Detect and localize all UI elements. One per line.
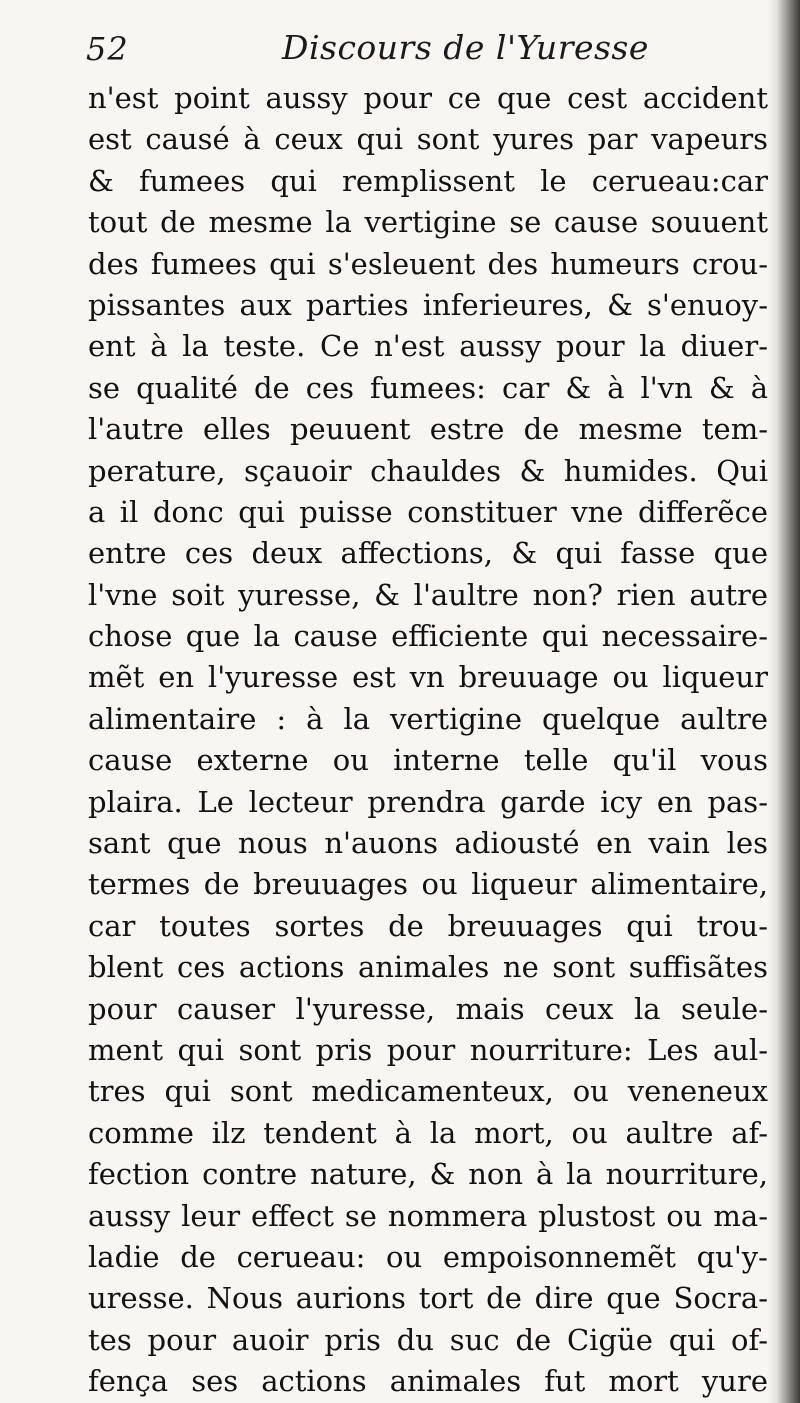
- text-line: plaira. Le lecteur prendra garde icy en pas-: [88, 784, 768, 819]
- text-line: ment qui sont pris pour nourriture: Les aul-: [88, 1032, 768, 1067]
- body-text: [88, 78, 768, 1403]
- text-line: se qualité de ces fumees: car & à l'vn & à: [88, 370, 768, 405]
- book-gutter: [778, 0, 800, 1403]
- text-line: alimentaire : à la vertigine quelque aultre: [88, 701, 768, 736]
- text-line: a il donc qui puisse constituer vne differẽce: [88, 494, 768, 529]
- page-number: 52: [86, 30, 129, 68]
- text-line: est causé à ceux qui sont yures par vapeurs: [88, 122, 768, 157]
- text-line: entre ces deux affections, & qui fasse que: [88, 536, 768, 571]
- text-line: cause externe ou interne telle qu'il vous: [88, 743, 768, 778]
- text-line: chose que la cause efficiente qui necessaire-: [88, 619, 768, 654]
- text-line: pour causer l'yuresse, mais ceux la seule-: [88, 991, 768, 1026]
- text-line: perature, sçauoir chauldes & humides. Qui: [88, 453, 768, 488]
- text-line: aussy leur effect se nommera plustost ou ma-: [88, 1198, 768, 1233]
- text-line: l'vne soit yuresse, & l'aultre non? rien autre: [88, 577, 768, 612]
- page-edge-shadow: [768, 0, 778, 1403]
- text-line: n'est point aussy pour ce que cest accident: [88, 81, 768, 115]
- text-line: sant que nous n'auons adiousté en vain les: [88, 826, 768, 861]
- text-line: uresse. Nous aurions tort de dire que Socra-: [88, 1281, 768, 1316]
- text-line: tout de mesme la vertigine se cause souuent: [88, 205, 768, 240]
- text-line: tres qui sont medicamenteux, ou veneneux: [88, 1074, 768, 1109]
- text-line: termes de breuuages ou liqueur alimentaire,: [88, 867, 768, 902]
- text-line: car toutes sortes de breuuages qui trou-: [88, 908, 768, 943]
- text-line: pissantes aux parties inferieures, & s'enuoy-: [88, 287, 768, 322]
- text-line: ent à la teste. Ce n'est aussy pour la diuer-: [88, 329, 768, 364]
- text-line: tes pour auoir pris du suc de Cigüe qui of-: [88, 1322, 768, 1357]
- running-title: Discours de l'Yuresse: [282, 28, 649, 67]
- text-line: fection contre nature, & non à la nourriture,: [88, 1157, 768, 1192]
- text-line: mẽt en l'yuresse est vn breuuage ou liqueur: [88, 660, 768, 695]
- text-line: & fumees qui remplissent le cerueau:car: [88, 163, 768, 198]
- text-line: comme ilz tendent à la mort, ou aultre af-: [88, 1115, 768, 1150]
- page-header: [86, 26, 766, 76]
- text-line: blent ces actions animales ne sont suffisãtes: [88, 950, 768, 985]
- text-line: l'autre elles peuuent estre de mesme tem-: [88, 412, 768, 447]
- text-line: fença ses actions animales fut mort yure: [88, 1364, 768, 1399]
- text-line: ladie de cerueau: ou empoisonnemẽt qu'y-: [88, 1239, 768, 1274]
- text-line: des fumees qui s'esleuent des humeurs crou-: [88, 246, 768, 281]
